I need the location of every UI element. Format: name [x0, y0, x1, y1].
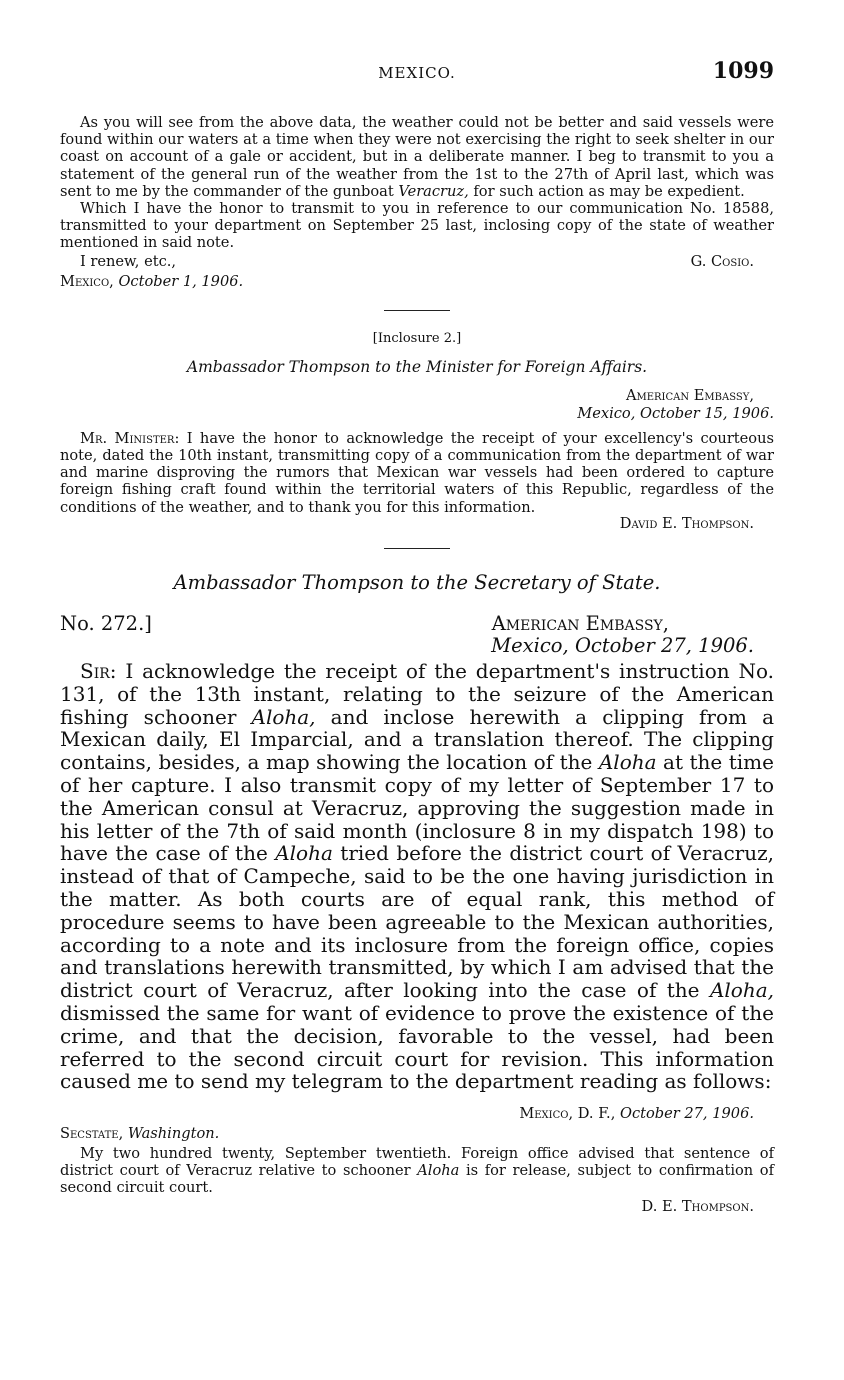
dispatch-heading: Ambassador Thompson to the Secretary of State. — [173, 571, 661, 595]
telegram-address — [60, 1125, 774, 1142]
document-page — [60, 58, 774, 1215]
vessel-name-2: Aloha — [598, 750, 657, 775]
telegram-place: Mexico, D. F., — [519, 1105, 616, 1123]
signature-cosio: G. Cosio. — [690, 252, 754, 270]
page-number: 1099 — [712, 58, 774, 84]
telegram-date: October 27, 1906. — [619, 1105, 754, 1123]
signature-thompson-1: David E. Thompson. — [619, 514, 754, 532]
cosio-text-1-end: for such action as may be expedient. — [468, 182, 745, 200]
dispatch-text-4: tried before the district court of Veracruz, instead of that of Campeche, said to be the one having jurisdiction in the matter. As both courts are of equal rank, this method of procedure seems to have been agreeable to the Mexican authorities, according to a note and its inclosure from the foreign office, copies and translations herewith transmitted, by which I am advised that the district court of Veracruz, after looking into the case of the — [60, 841, 774, 1003]
inclosure-heading: Ambassador Thompson to the Minister for Foreign Affairs. — [186, 358, 648, 377]
dispatch-number-row — [60, 612, 774, 635]
telegram-body — [60, 1145, 774, 1197]
vessel-name-3: Aloha — [275, 841, 333, 866]
telegram — [60, 1105, 774, 1215]
dateline-date: October 1, 1906. — [118, 272, 244, 290]
dispatch-dateline — [60, 635, 774, 656]
dispatch-text-5: dismissed the same for want of evidence to prove the existence of the crime, and that the decision, favorable to the vessel, had been referred to the second circuit court for revision. This information caused me to send my telegram to the department reading as follows: — [60, 1001, 774, 1094]
ship-name: Veracruz, — [398, 182, 469, 200]
closing-row — [60, 253, 774, 270]
dispatch-text-3: at the time of her capture. I also transmit copy of my letter of September 17 to the American consul at Veracruz, approving the suggestion made in his letter of the 7th of said month (inclosure 8 in my dispatch 198) to have the case of the — [60, 750, 774, 866]
telegram-text-2: is for release, subject to confirmation of second circuit court. — [60, 1161, 774, 1197]
vessel-name-4: Aloha, — [709, 978, 774, 1003]
vessel-name-1: Aloha, — [251, 704, 316, 729]
signature-thompson-2: D. E. Thompson. — [641, 1198, 754, 1216]
dispatch-number: No. 272.] — [60, 612, 152, 636]
telegram-vessel-name: Aloha — [417, 1161, 460, 1179]
inclosure-date: Mexico, October 15, 1906. — [577, 404, 774, 422]
inclosure-text: I have the honor to acknowledge the receipt of your excellency's courteous note, dated the 10th instant, transmitting copy of a communication from the department of war and marine disproving the rumors that Mexican war vessels had been ordered to capture foreign fishing craft found within the territorial waters of this Republic, regardless of the conditions of the weather, and to thank you for this information. — [60, 429, 774, 516]
section-divider-2 — [384, 548, 450, 549]
cosio-paragraph-1 — [60, 114, 774, 200]
dateline-place: Mexico, — [60, 272, 114, 290]
dispatch-date-place: Mexico, — [491, 634, 569, 658]
dispatch-place: American Embassy, — [491, 612, 669, 636]
section-divider-1 — [384, 310, 450, 311]
dispatch-body — [60, 660, 774, 1093]
dispatch-text-2: and inclose herewith a clipping from a Mexican daily, El Imparcial, and a translation thereof. The clipping contains, besides, a map showing the location of the — [60, 704, 775, 775]
dispatch-date: October 27, 1906. — [574, 634, 754, 658]
inclosure-salutation: Mr. Minister: — [80, 429, 180, 447]
telegram-text-1: My two hundred twenty, September twentieth. Foreign office advised that sentence of district court of Veracruz relative to schooner — [60, 1144, 774, 1179]
telegram-dateline — [60, 1105, 774, 1122]
dispatch-text-1: I acknowledge the receipt of the department's instruction No. 131, of the 13th instant, relating to the seizure of the American fishing schooner — [60, 659, 774, 729]
dateline — [60, 273, 774, 290]
inclosure-2 — [60, 330, 774, 532]
inclosure-place: American Embassy, — [625, 387, 754, 405]
telegram-to-city: Washington. — [127, 1125, 220, 1143]
cosio-paragraph-2: Which I have the honor to transmit to you in reference to our communication No. 18588, transmitted to your department on September 25 last, inclosing copy of the state of weather mentioned in said note. — [60, 200, 774, 252]
dispatch-salutation: Sir: — [80, 659, 117, 684]
closing: I renew, etc., — [80, 252, 177, 270]
telegram-to: Secstate, — [60, 1125, 124, 1143]
cosio-text-1: As you will see from the above data, the weather could not be better and said vessels were found within our waters at a time when they were not exercising the right to seek shelter in our coast on account of a gale or accident, but in a deliberate manner. I beg to transmit to you a statement of the general run of the weather from the 1st to the 27th of April last, which was sent to me by the commander of the gunboat — [60, 114, 774, 200]
header-title: MEXICO. — [378, 64, 456, 82]
dispatch-paragraph — [60, 660, 774, 1093]
running-header — [60, 58, 774, 92]
inclosure-label: [Inclosure 2.] — [372, 331, 462, 347]
cosio-note — [60, 114, 774, 290]
inclosure-body — [60, 430, 774, 516]
dispatch-272 — [60, 571, 774, 1093]
